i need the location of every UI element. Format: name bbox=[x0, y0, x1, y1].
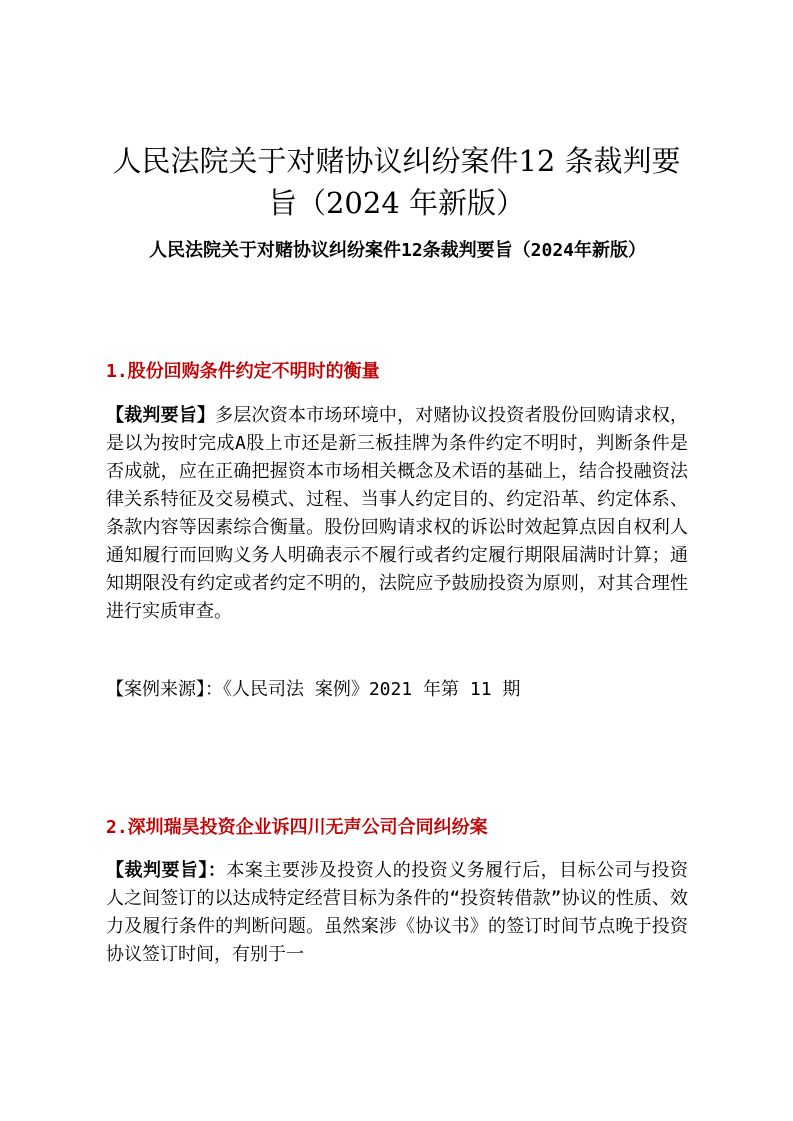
section-2-ruling bbox=[106, 857, 688, 969]
section-1-ruling bbox=[106, 402, 688, 626]
section-1-heading: 1.股份回购条件约定不明时的衡量 bbox=[106, 361, 380, 382]
section-1-source bbox=[106, 676, 688, 704]
document-subtitle: 人民法院关于对赌协议纠纷案件12条裁判要旨（2024年新版） bbox=[148, 240, 647, 261]
document-title: 人民法院关于对赌协议纠纷案件12 条裁判要旨（2024 年新版） bbox=[112, 144, 681, 220]
section-2-ruling-text: 本案主要涉及投资人的投资义务履行后，目标公司与投资人之间签订的以达成特定经营目标为条件的“投资转借款”协议的性质、效力及履行条件的判断问题。虽然案涉《协议书》的签订时间节点晚于投资协议签订时间，有别于一 bbox=[106, 860, 689, 965]
section-2-ruling-label: 【裁判要旨】： bbox=[106, 860, 227, 881]
section-1-ruling-label: 【裁判要旨】 bbox=[106, 405, 216, 426]
section-2-heading: 2.深圳瑞昊投资企业诉四川无声公司合同纠纷案 bbox=[106, 817, 488, 838]
section-1-source-label: 【案例来源】： bbox=[106, 679, 223, 700]
section-1-ruling-text: 多层次资本市场环境中，对赌协议投资者股份回购请求权，是以为按时完成A股上市还是新三板挂牌为条件约定不明时，判断条件是否成就，应在正确把握资本市场相关概念及术语的基础上，结合投融资法律关系特征及交易模式、过程、当事人约定目的、约定沿革、约定体系、条款内容等因素综合衡量。股份回购请求权的诉讼时效起算点因自权利人通知履行而回购义务人明确表示不履行或者约定履行期限届满时计算；通知期限没有约定或者约定不明的，法院应予鼓励投资为原则，对其合理性进行实质审查。 bbox=[106, 405, 689, 622]
section-1-source-text: 《人民司法 案例》2021 年第 11 期 bbox=[223, 679, 521, 700]
